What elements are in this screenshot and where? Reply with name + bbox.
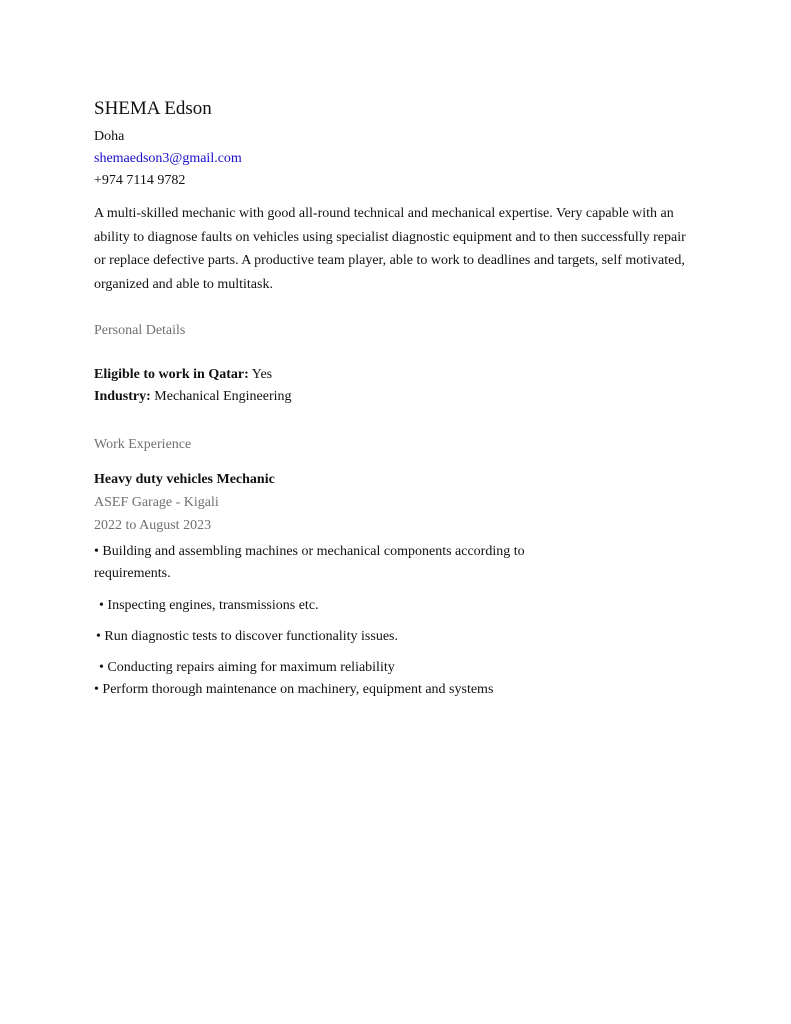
phone-number: +974 7114 9782 (94, 173, 186, 188)
eligibility-label: Eligible to work in Qatar: (94, 367, 249, 382)
personal-details (94, 364, 694, 408)
list-item: • Run diagnostic tests to discover functionality issues. (96, 629, 398, 644)
personal-details-heading: Personal Details (94, 323, 186, 338)
eligibility-line (94, 364, 694, 386)
summary-paragraph: A multi-skilled mechanic with good all-round technical and mechanical expertise. Very capable with an ability to diagnose faults on vehicles using specialist diagnostic equipment and to then successfully repair or replace defective parts. A productive team player, able to work to deadlines and targets, self motivated, organized and able to multitask. (94, 206, 686, 292)
work-experience-heading: Work Experience (94, 437, 192, 452)
list-item: • Inspecting engines, transmissions etc. (99, 598, 319, 613)
email-link[interactable]: shemaedson3@gmail.com (94, 151, 242, 166)
employment-dates: 2022 to August 2023 (94, 518, 212, 533)
industry-value: Mechanical Engineering (150, 389, 292, 404)
company-name: ASEF Garage - Kigali (94, 495, 219, 510)
industry-label: Industry: (94, 389, 151, 404)
list-item: • Building and assembling machines or mechanical components according to requirements. (94, 544, 525, 581)
resume-content (94, 96, 694, 701)
list-item: • Conducting repairs aiming for maximum reliability (99, 660, 395, 675)
list-item: • Perform thorough maintenance on machinery, equipment and systems (94, 682, 494, 697)
eligibility-value: Yes (248, 367, 273, 382)
industry-line (94, 386, 694, 408)
location: Doha (94, 129, 125, 144)
candidate-name: SHEMA Edson (94, 98, 212, 119)
job-title: Heavy duty vehicles Mechanic (94, 472, 275, 487)
job-duties-list (94, 541, 694, 701)
